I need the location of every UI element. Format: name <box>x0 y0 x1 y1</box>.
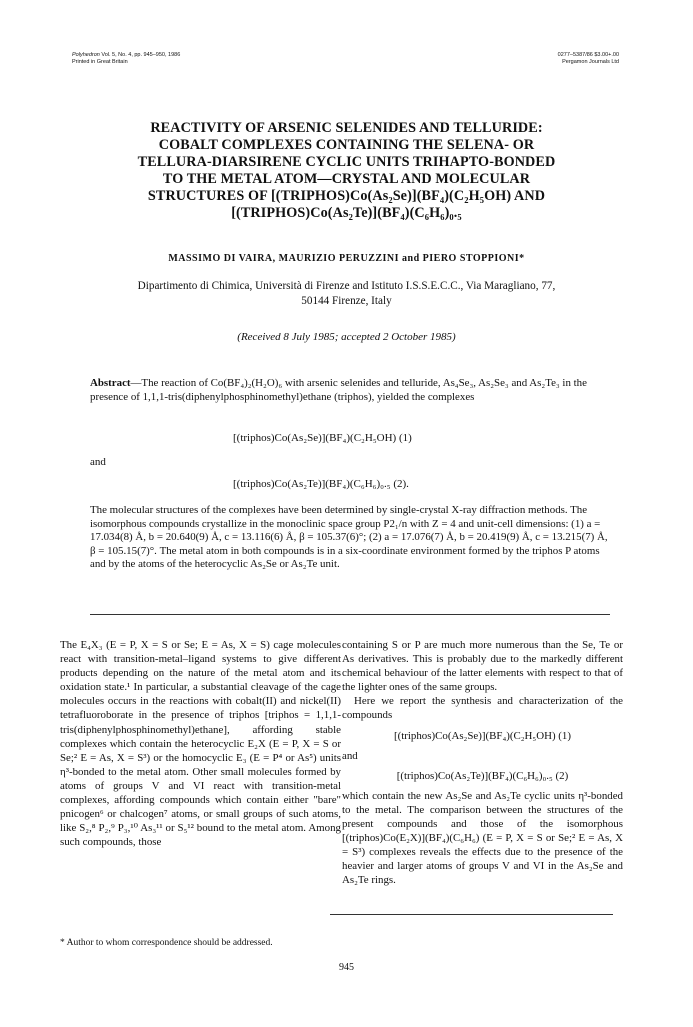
title-line: [(TRIPHOS)Co(As₂Te)](BF₄)(C₆H₆)₀.₅ <box>231 205 462 221</box>
body-paragraph: Here we report the synthesis and characterization of the compounds <box>342 695 623 722</box>
affiliation-line: 50144 Firenze, Italy <box>301 295 392 307</box>
body-column-right <box>342 638 623 888</box>
title-line: COBALT COMPLEXES CONTAINING THE SELENA- OR <box>158 137 535 153</box>
body-formula-1: [(triphos)Co(As₂Se)](BF₄)(C₂H₅OH) (1) <box>393 729 571 742</box>
body-paragraph: The E₄X₃ (E = P, X = S or Se; E = As, X = S) cage molecules react with transition-metal–ligand systems to give different products depending on the nature of the metal atom and its oxidation state.¹ In particular, a substantial cleavage of the cage molecules occurs in the reactions with cobalt(II) and nickel(II) tetrafluoroborate in the presence of triphos [triphos = 1,1,1-tris(diphenylphosphinomethyl)ethane], affording stable complexes which contain the heterocyclic E₂X (E = P, X = S or Se;² E = As, X = S³) or the homocyclic E₃ (E = P⁴ or As⁵) units η³-bonded to the metal atom. Other small molecules formed by atoms of groups V and VI react with transition-metal complexes, affording compounds which contain either "bare" pnicogen⁶ or chalcogen⁷ atoms, or small groups of such atoms, like S₂,⁸ P₂,⁹ P₃,¹⁰ As₃¹¹ or S₅¹² bound to the metal atom. Among such compounds, those <box>60 639 341 849</box>
body-paragraph: which contain the new As₂Se and As₂Te cyclic units η³-bonded to the metal. The comparison between the structures of the present compounds and those of the isomorphous [(triphos)Co(E₂X)](BF₄)(C₆H₆) (E = P, X = S or Se;² E = As, X = S³) complexes reveals the effects due to the presence of the heavier and larger atoms of groups V and VI in the As₂Se and As₂Te rings. <box>342 789 623 887</box>
journal-header-right <box>558 52 619 66</box>
abstract-text: —The reaction of Co(BF₄)₂(H₂O)₆ with arsenic selenides and telluride, As₄Se₃, As₂Se₃ and As₂Te₃ in the presence of 1,1,1-tris(diphenylphosphinomethyl)ethane (triphos), yielded the complexes <box>90 377 587 403</box>
issn-price: 0277–5387/86 $3.00+.00 <box>557 52 619 58</box>
journal-volume: Vol. 5, No. 4, pp. 945–950, 1986 <box>99 52 181 58</box>
footnote: * Author to whom correspondence should be addressed. <box>60 938 273 948</box>
abstract-text: The molecular structures of the complexes have been determined by single-crystal X-ray diffraction methods. The isomorphous compounds crystallize in the monoclinic space group P2₁/n with Z = 4 and unit-cell dimensions: (1) a = 17.034(8) Å, b = 20.640(9) Å, c = 13.116(6) Å, β = 105.37(6)°; (2) a = 17.076(7) Å, b = 20.419(9) Å, c = 13.215(7) Å, β = 105.15(7)°. The metal atom in both compounds is in a six-coordinate environment formed by the triphos P atoms and by the atoms of the heterocyclic As₂Se or As₂Te unit. <box>90 504 608 571</box>
body-paragraph: containing S or P are much more numerous than the Se, Te or As derivatives. This is probably due to the markedly different chemical behaviour of the latter elements with respect to that of the lighter ones of the same groups. <box>342 639 623 694</box>
affiliation <box>90 279 603 309</box>
abstract-label: Abstract <box>90 377 131 389</box>
body-formula-2: [(triphos)Co(As₂Te)](BF₄)(C₆H₆)₀.₅ (2) <box>396 769 569 782</box>
title-line: REACTIVITY OF ARSENIC SELENIDES AND TELLURIDE: <box>150 120 543 136</box>
authors: MASSIMO DI VAIRA, MAURIZIO PERUZZINI and PIERO STOPPIONI* <box>168 253 525 264</box>
title-line: TO THE METAL ATOM—CRYSTAL AND MOLECULAR <box>162 171 531 187</box>
body-column-left <box>60 638 341 849</box>
abstract-paragraph-1 <box>90 377 610 404</box>
publisher: Pergamon Journals Ltd <box>562 59 619 65</box>
printed-in: Printed in Great Britain <box>72 59 128 65</box>
page-number: 945 <box>339 962 354 973</box>
title-line: TELLURA-DIARSIRENE CYCLIC UNITS TRIHAPTO-BONDED <box>137 154 556 170</box>
paper-title <box>90 120 603 222</box>
footnote-rule <box>330 914 613 915</box>
received-dates: (Received 8 July 1985; accepted 2 October 1985) <box>237 331 456 343</box>
abstract-and: and <box>90 456 106 468</box>
abstract-separator <box>90 614 610 615</box>
abstract-formula-1: [(triphos)Co(As₂Se)](BF₄)(C₂H₅OH) (1) <box>233 432 412 444</box>
abstract-formula-2: [(triphos)Co(As₂Te)](BF₄)(C₆H₆)₀.₅ (2). <box>233 478 409 490</box>
abstract-paragraph-2 <box>90 504 610 572</box>
affiliation-line: Dipartimento di Chimica, Università di Firenze and Istituto I.S.S.E.C.C., Via Maragliano, 77, <box>137 280 556 292</box>
journal-header-left <box>72 52 180 66</box>
title-line: STRUCTURES OF [(TRIPHOS)Co(As₂Se)](BF₄)(C₂H₅OH) AND <box>147 188 546 204</box>
body-and: and <box>342 749 358 762</box>
journal-name: Polyhedron <box>72 52 100 58</box>
